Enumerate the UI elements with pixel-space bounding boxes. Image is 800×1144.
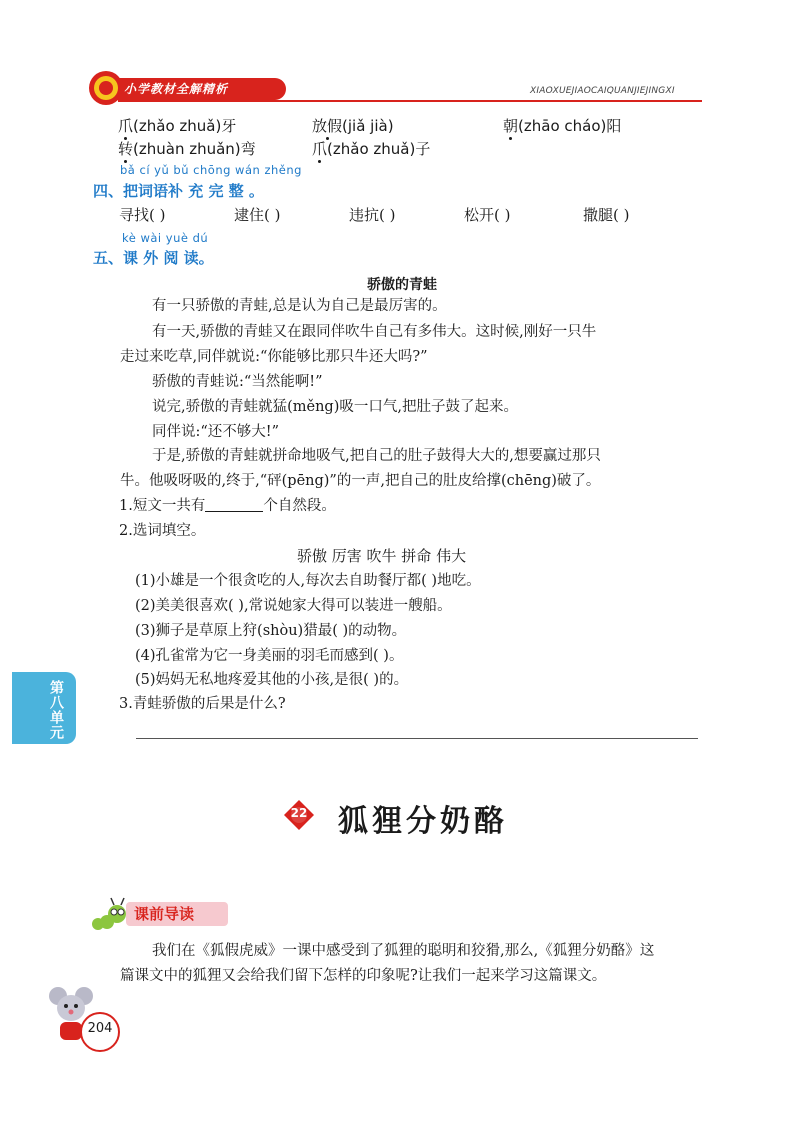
story-paragraph: 骄傲的青蛙说:“当然能啊!” [152,374,323,390]
intro-paragraph: 篇课文中的狐狸又会给我们留下怎样的印象呢?让我们一起来学习这篇课文。 [120,968,607,984]
fill-blank: 寻找( ) [119,206,166,224]
section-pinyin: kè wài yuè dú [122,231,209,245]
section-pinyin: bǎ cí yǔ bǔ chōng wán zhěng [120,163,302,177]
pron-item: 爪(zhǎo zhuǎ)牙 [118,117,237,135]
intro-badge-label: 课前导读 [134,905,195,923]
fill-sentence: (5)妈妈无私地疼爱其他的小孩,是很( )的。 [135,672,409,688]
intro-paragraph: 我们在《狐假虎威》一课中感受到了狐狸的聪明和狡猾,那么,《狐狸分奶酪》这 [152,943,655,959]
fill-sentence: (1)小雄是一个很贪吃的人,每次去自助餐厅都( )地吃。 [135,573,481,589]
story-paragraph: 同伴说:“还不够大!” [152,424,280,440]
story-paragraph: 走过来吃草,同伴就说:“你能够比那只牛还大吗?” [120,349,428,365]
pron-item: 转(zhuàn zhuǎn)弯 [118,140,256,158]
series-title: 小学教材全解精析 [124,82,229,96]
fill-sentence: (2)美美很喜欢( ),常说她家大得可以装进一艘船。 [135,598,452,614]
story-paragraph: 于是,骄傲的青蛙就拼命地吸气,把自己的肚子鼓得大大的,想要赢过那只 [152,448,601,464]
story-paragraph: 有一只骄傲的青蛙,总是认为自己是最厉害的。 [152,298,447,314]
question-2: 2.选词填空。 [119,523,206,539]
lesson-number: 22 [290,806,308,820]
pron-item: 朝(zhāo cháo)阳 [503,117,622,135]
story-paragraph: 牛。他吸呀吸的,终于,“砰(pēng)”的一声,把自己的肚皮给撑(chēng)破了。 [120,473,601,489]
fill-blank: 撒腿( ) [583,206,630,224]
caterpillar-icon [90,896,130,932]
story-title: 骄傲的青蛙 [367,277,437,293]
word-bank: 骄傲 厉害 吹牛 拼命 伟大 [297,547,467,565]
answer-line[interactable] [136,738,698,739]
page-number: 204 [87,1021,113,1036]
story-paragraph: 有一天,骄傲的青蛙又在跟同伴吹牛自己有多伟大。这时候,刚好一只牛 [152,324,597,340]
question-1: 1.短文一共有 个自然段。 [119,498,336,514]
lesson-title: 狐狸分奶酪 [338,804,508,839]
unit-label: 第八单元 [48,680,64,740]
series-pinyin: XIAOXUEJIAOCAIQUANJIEJINGXI [530,86,675,96]
section-heading: 四、把词语补 充 完 整 。 [93,182,264,200]
fill-blank: 松开( ) [464,206,511,224]
question-3: 3.青蛙骄傲的后果是什么? [119,696,286,712]
story-paragraph: 说完,骄傲的青蛙就猛(měng)吸一口气,把肚子鼓了起来。 [152,399,518,415]
section-heading: 五、课 外 阅 读。 [93,249,214,267]
answer-blank[interactable] [205,497,263,512]
fill-sentence: (3)狮子是草原上狩(shòu)猎最( )的动物。 [135,623,407,639]
pron-item: 放假(jiǎ jià) [312,117,394,135]
fill-blank: 违抗( ) [349,206,396,224]
fill-blank: 逮住( ) [234,206,281,224]
header-rule [118,100,702,102]
pron-item: 爪(zhǎo zhuǎ)子 [312,140,431,158]
fill-sentence: (4)孔雀常为它一身美丽的羽毛而感到( )。 [135,648,404,664]
